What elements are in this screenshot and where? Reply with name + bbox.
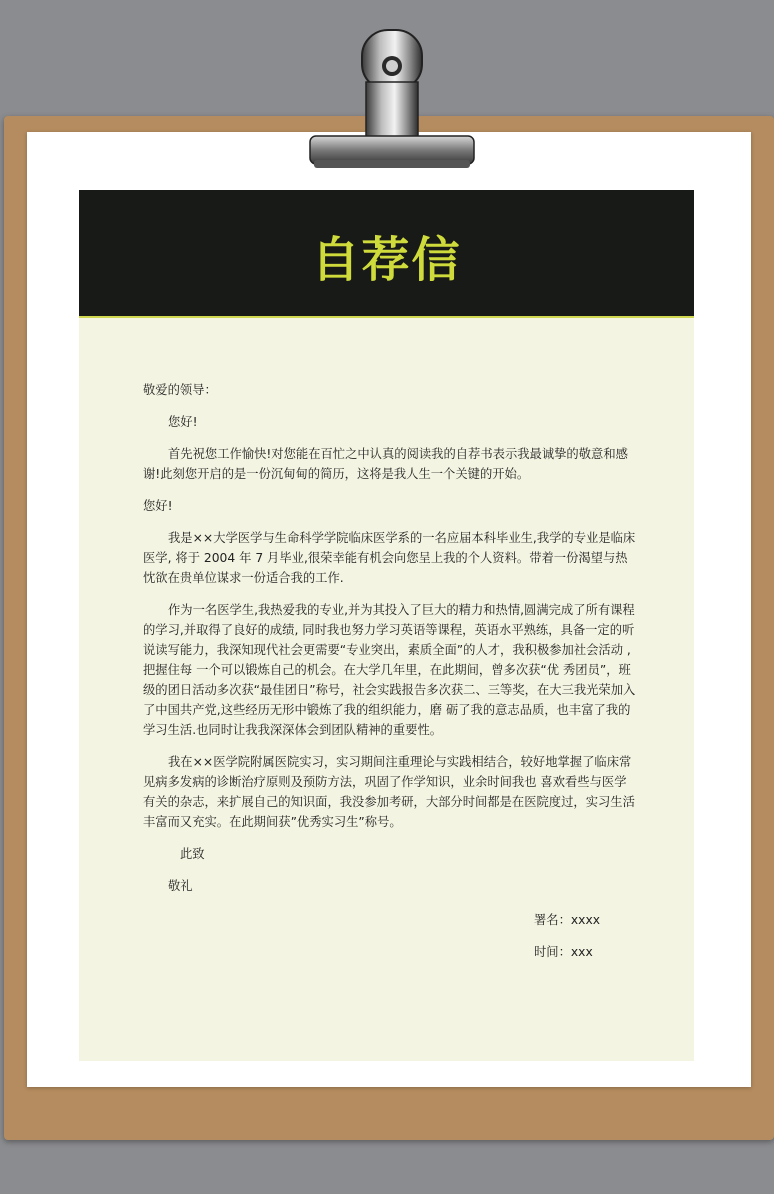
salutation: 敬爱的领导： bbox=[143, 383, 217, 397]
letter-title: 自荐信 bbox=[311, 231, 462, 288]
letter-body bbox=[79, 318, 694, 1061]
paragraph-intro: 首先祝您工作愉快!对您能在百忙之中认真的阅读我的自荐书表示我最诚挚的敬意和感谢!此刻您开启的是一份沉甸甸的简历，这将是我人生一个关键的开始。 bbox=[143, 447, 628, 481]
date: 时间：xxx bbox=[534, 945, 593, 959]
letter-header bbox=[79, 190, 694, 318]
greeting: 您好! bbox=[168, 415, 198, 429]
paragraph-background: 我是××大学医学与生命科学学院临床医学系的一名应届本科毕业生,我学的专业是临床医学, 将于 2004 年 7 月毕业,很荣幸能有机会向您呈上我的个人资料。带着一份渴望与热忱欲在贵单位谋求一份适合我的工作. bbox=[143, 531, 636, 585]
greeting-second: 您好! bbox=[143, 499, 173, 513]
paragraph-study: 作为一名医学生,我热爱我的专业,并为其投入了巨大的精力和热情,圆满完成了所有课程的学习,并取得了良好的成绩, 同时我也努力学习英语等课程，英语水平熟练，具备一定的听说读写能力，我深知现代社会更需要“专业突出，素质全面”的人才，我积极参加社会活动 ,把握住每 一个可以锻炼自己的机会。在大学几年里，在此期间，曾多次获“优 秀团员”，班级的团日活动多次获“最佳团日”称号，社会实践报告多次获二、三等奖，在大三我光荣加入了中国共产党,这些经历无形中锻炼了我的组织能力，磨 砺了我的意志品质，也丰富了我的学习生活.也同时让我我深深体会到团队精神的重要性。 bbox=[143, 603, 636, 737]
closing-jingli: 敬礼 bbox=[168, 879, 193, 893]
binder-clip-icon bbox=[300, 26, 480, 176]
letter-text bbox=[143, 380, 637, 974]
closing-cizhi: 此致 bbox=[180, 847, 205, 861]
signature: 署名：xxxx bbox=[534, 913, 600, 927]
paragraph-internship: 我在××医学院附属医院实习，实习期间注重理论与实践相结合，较好地掌握了临床常见病多发病的诊断治疗原则及预防方法，巩固了作学知识，业余时间我也 喜欢看些与医学有关的杂志，来扩展自己的知识面，我没参加考研，大部分时间都是在医院度过，实习生活丰富而又充实。在此期间获”优秀实习生”称号。 bbox=[143, 755, 635, 829]
